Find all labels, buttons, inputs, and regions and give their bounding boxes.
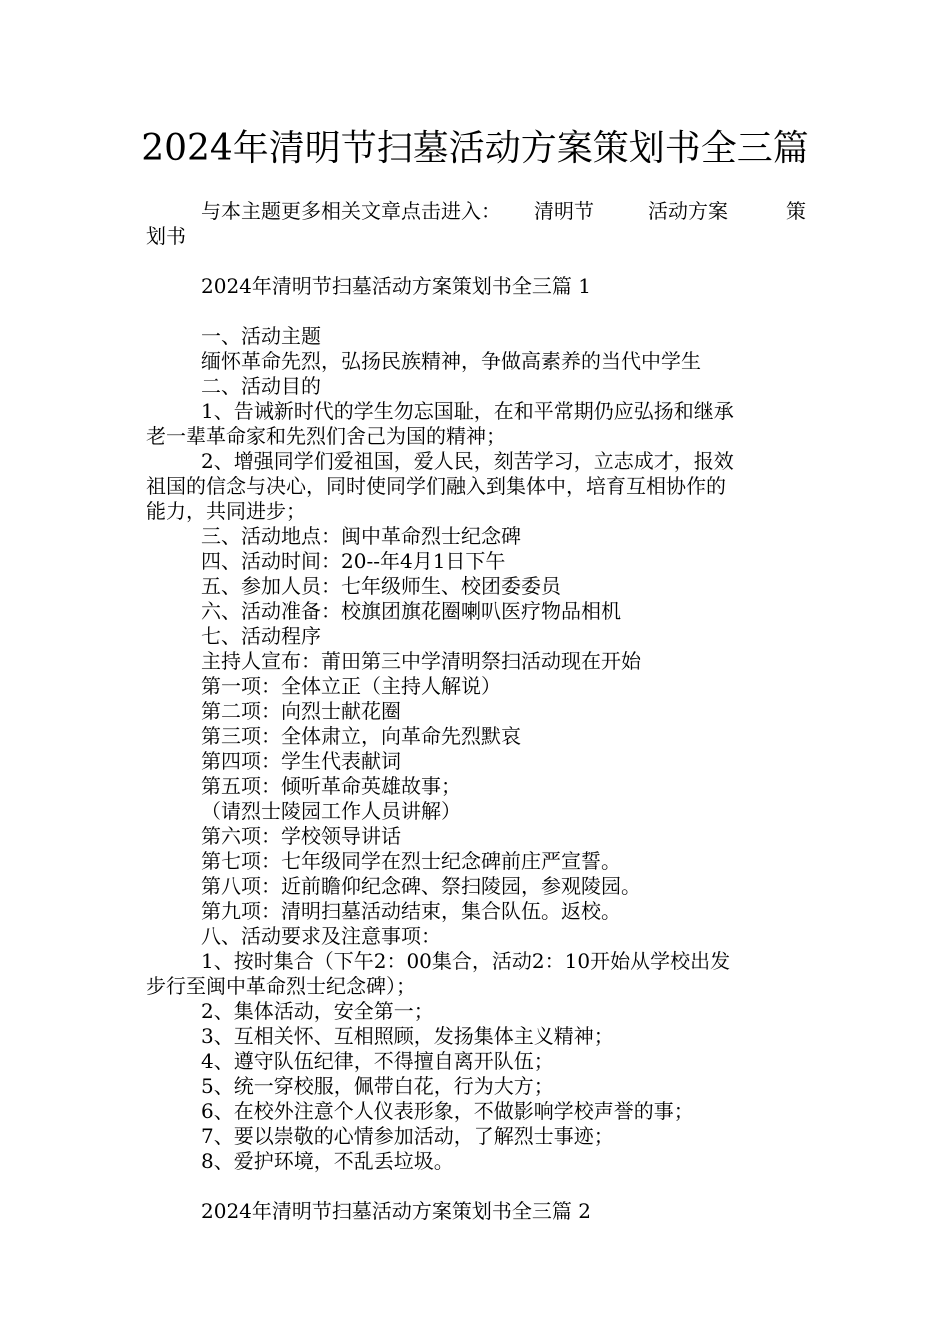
text-line: 第五项：倾听革命英雄故事； — [201, 774, 461, 798]
text-line: （请烈士陵园工作人员讲解） — [201, 799, 461, 823]
text-line: 2、增强同学们爱祖国，爱人民，刻苦学习，立志成才，报效 — [201, 449, 734, 473]
text-line: 主持人宣布：莆田第三中学清明祭扫活动现在开始 — [201, 649, 641, 673]
text-line: 1、告诫新时代的学生勿忘国耻，在和平常期仍应弘扬和继承 — [201, 399, 734, 423]
text-line: 六、活动准备：校旗团旗花圈喇叭医疗物品相机 — [201, 599, 621, 623]
text-line: 八、活动要求及注意事项： — [201, 924, 441, 948]
text-line: 6、在校外注意个人仪表形象，不做影响学校声誉的事； — [201, 1099, 694, 1123]
text-line: 第九项：清明扫墓活动结束，集合队伍。返校。 — [201, 899, 621, 923]
text-line: 第四项：学生代表献词 — [201, 749, 401, 773]
text-line: 1、按时集合（下午2：00集合，活动2：10开始从学校出发 — [201, 949, 731, 973]
text-line: 第一项：全体立正（主持人解说） — [201, 674, 501, 698]
text-line: 二、活动目的 — [201, 374, 321, 398]
section-heading-2: 2024年清明节扫墓活动方案策划书全三篇 2 — [201, 1199, 591, 1223]
related-link-plan-book-cont[interactable]: 划书 — [146, 224, 186, 248]
text-line: 第二项：向烈士献花圈 — [201, 699, 401, 723]
text-line: 4、遵守队伍纪律，不得擅自离开队伍； — [201, 1049, 554, 1073]
related-link-activity-plan[interactable]: 活动方案 — [648, 199, 728, 223]
document-title: 2024年清明节扫墓活动方案策划书全三篇 — [141, 128, 809, 169]
text-line: 四、活动时间：20--年4月1日下午 — [201, 549, 506, 573]
text-line: 七、活动程序 — [201, 624, 321, 648]
text-line: 三、活动地点：闽中革命烈士纪念碑 — [201, 524, 521, 548]
related-link-plan-book[interactable]: 策 — [786, 199, 806, 223]
text-line: 3、互相关怀、互相照顾，发扬集体主义精神； — [201, 1024, 614, 1048]
text-line: 五、参加人员：七年级师生、校团委委员 — [201, 574, 561, 598]
section-heading-1: 2024年清明节扫墓活动方案策划书全三篇 1 — [201, 274, 591, 298]
text-line: 一、活动主题 — [201, 324, 321, 348]
text-line: 能力，共同进步； — [146, 499, 306, 523]
text-line: 祖国的信念与决心，同时使同学们融入到集体中，培育互相协作的 — [146, 474, 726, 498]
text-line: 步行至闽中革命烈士纪念碑）； — [146, 974, 416, 998]
text-line: 7、要以崇敬的心情参加活动，了解烈士事迹； — [201, 1124, 614, 1148]
text-line: 缅怀革命先烈，弘扬民族精神，争做高素养的当代中学生 — [201, 349, 701, 373]
text-line: 5、统一穿校服，佩带白花，行为大方； — [201, 1074, 554, 1098]
related-link-qingming[interactable]: 清明节 — [534, 199, 594, 223]
text-line: 老一辈革命家和先烈们舍己为国的精神； — [146, 424, 506, 448]
text-line: 第三项：全体肃立，向革命先烈默哀 — [201, 724, 521, 748]
related-prefix: 与本主题更多相关文章点击进入： — [201, 199, 501, 223]
text-line: 8、爱护环境，不乱丢垃圾。 — [201, 1149, 454, 1173]
text-line: 2、集体活动，安全第一； — [201, 999, 434, 1023]
text-line: 第八项：近前瞻仰纪念碑、祭扫陵园，参观陵园。 — [201, 874, 641, 898]
text-line: 第七项：七年级同学在烈士纪念碑前庄严宣誓。 — [201, 849, 621, 873]
text-line: 第六项：学校领导讲话 — [201, 824, 401, 848]
